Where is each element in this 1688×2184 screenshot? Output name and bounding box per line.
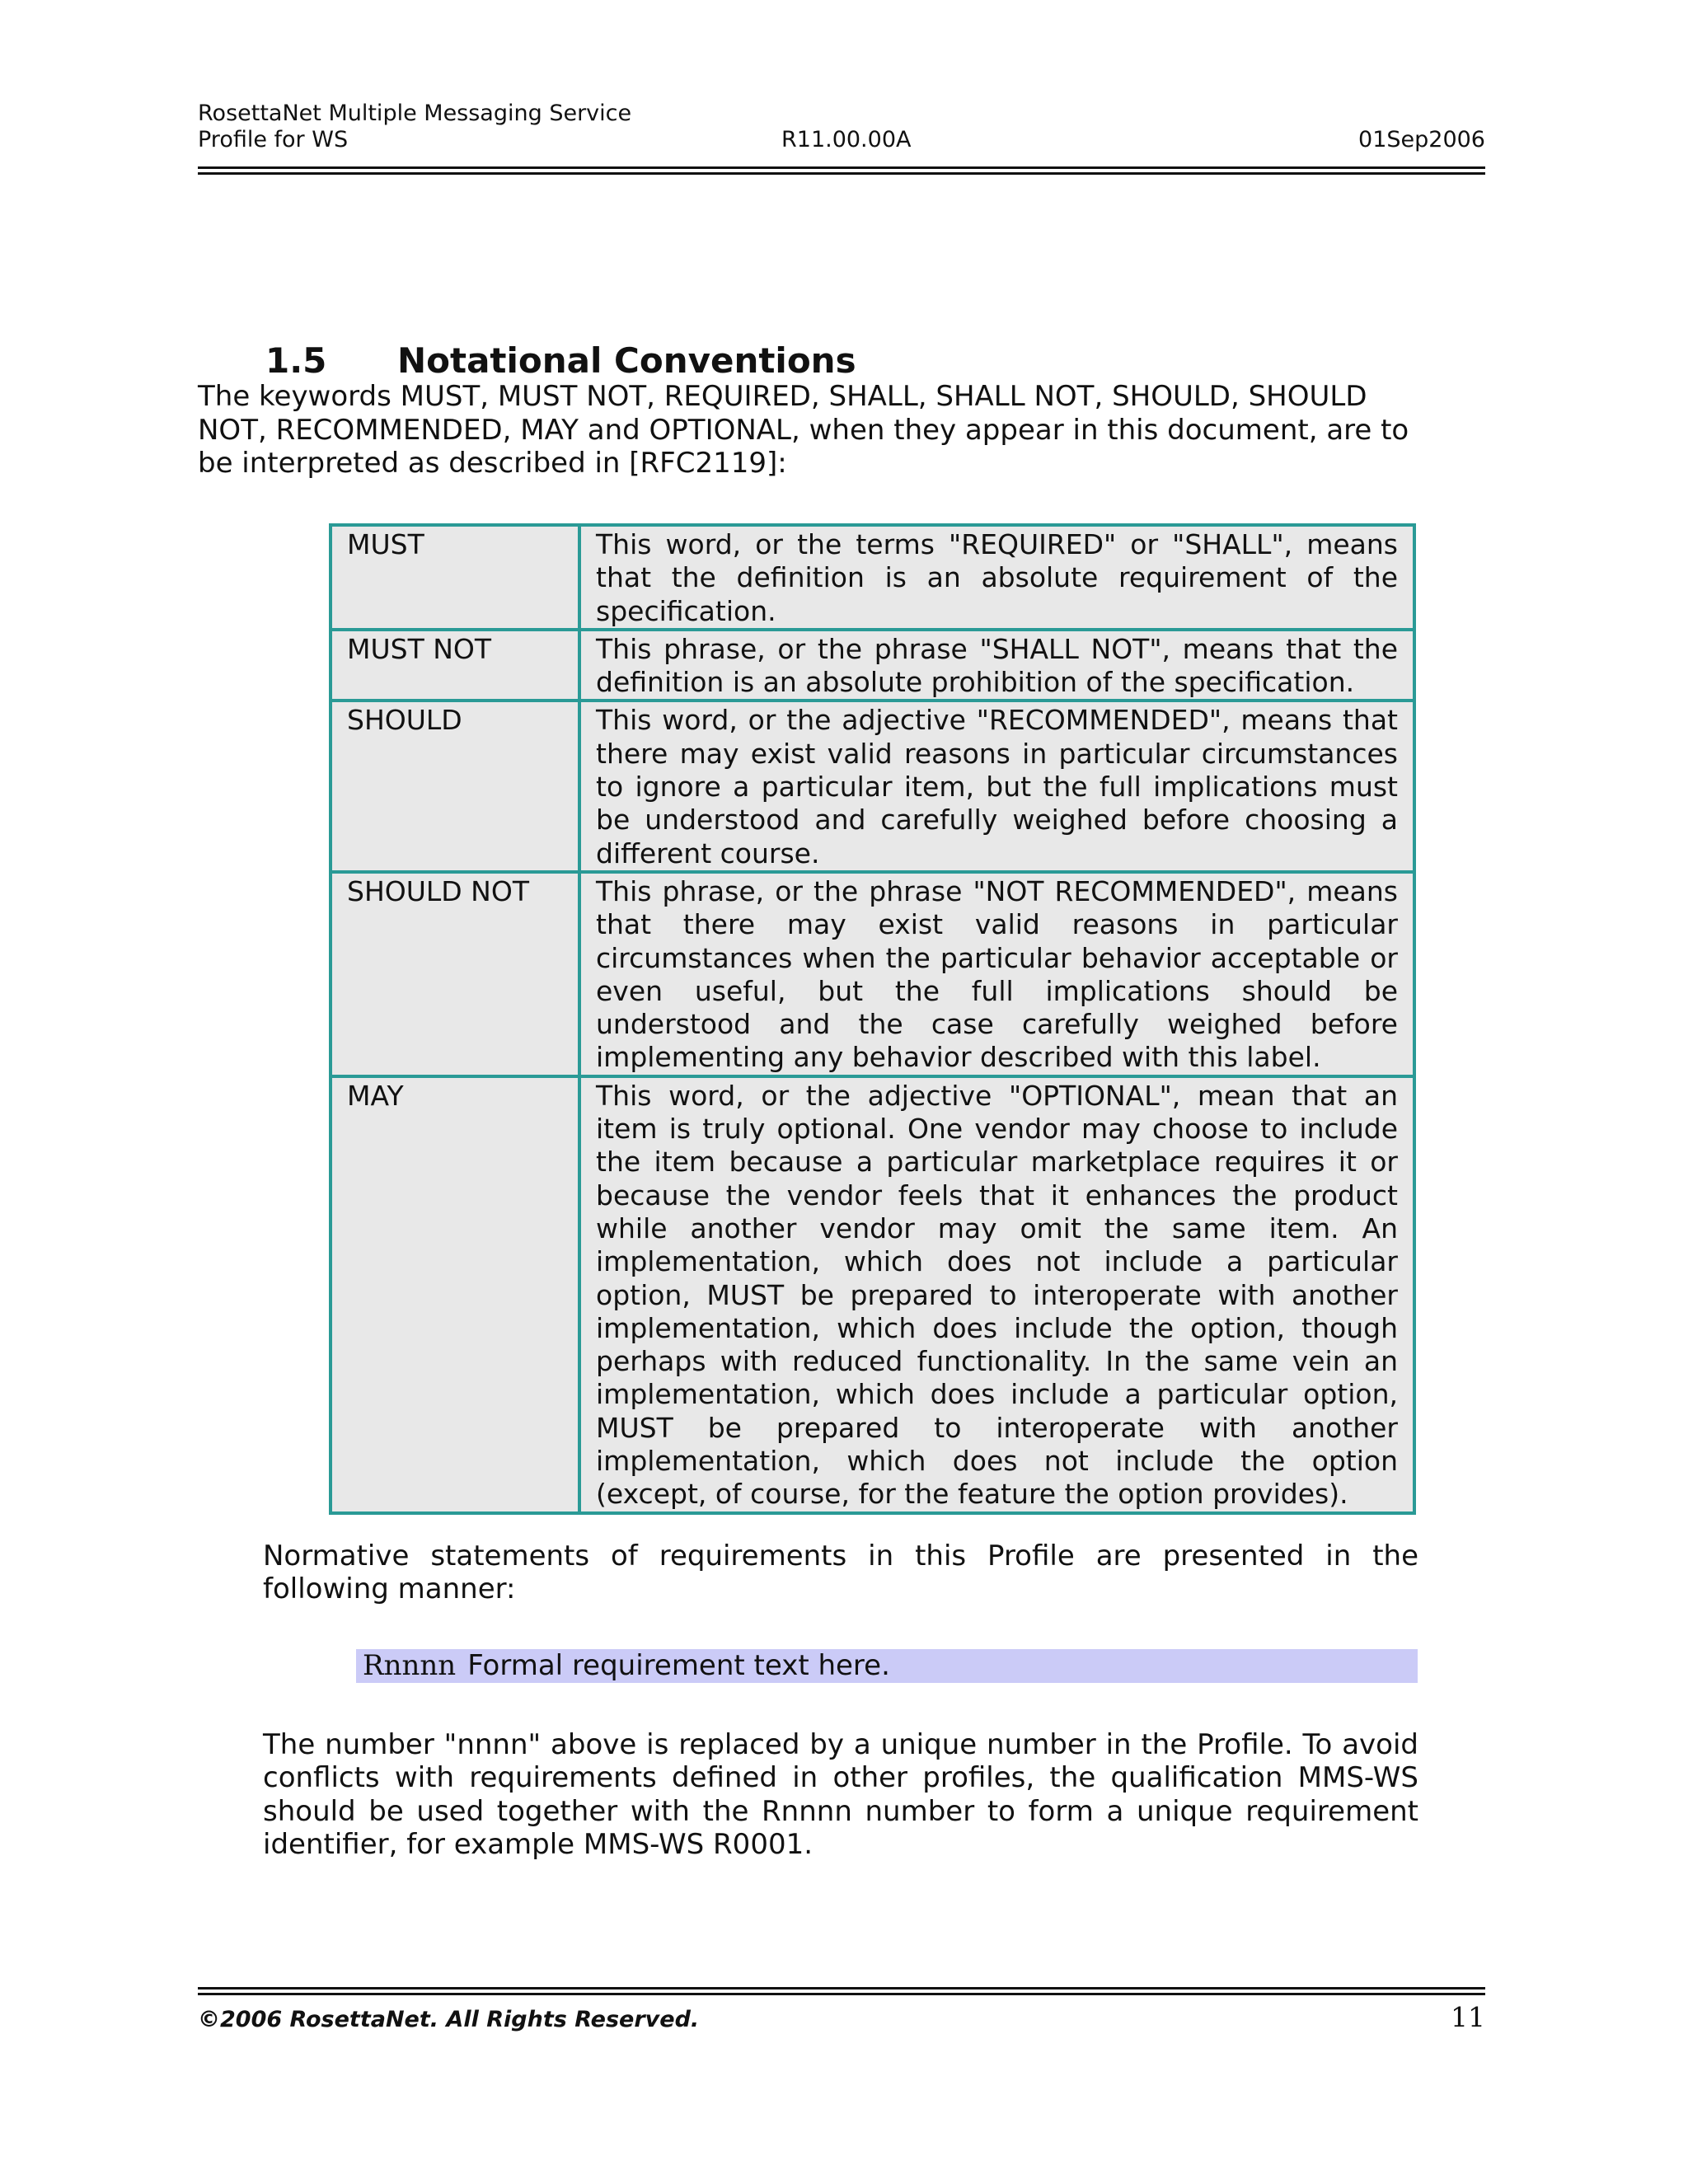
page-number: 11 xyxy=(1451,2001,1485,2033)
footer-copyright: ©2006 RosettaNet. All Rights Reserved. xyxy=(198,2007,700,2032)
header-rule-thick xyxy=(198,166,1485,169)
keywords-table xyxy=(329,523,1416,1515)
table-row xyxy=(331,872,1414,1076)
header-title-line1: RosettaNet Multiple Messaging Service xyxy=(198,101,632,126)
header-rule-thin xyxy=(198,172,1485,175)
section-number: 1.5 xyxy=(265,340,327,381)
table-row xyxy=(331,701,1414,871)
table-row xyxy=(331,1076,1414,1513)
keyword-definition: This word, or the adjective "RECOMMENDED", means that there may exist valid reasons in particular circumstances to ignore a particular item, but the full implications must be understood and carefully weighed before choosing a different course. xyxy=(579,701,1414,871)
footer-rule-thin xyxy=(198,1987,1485,1990)
footer-rule-thick xyxy=(198,1993,1485,1995)
table-row xyxy=(331,630,1414,701)
section-title: Notational Conventions xyxy=(397,340,856,381)
keyword-term: SHOULD xyxy=(331,701,579,871)
keyword-term: MUST NOT xyxy=(331,630,579,701)
keyword-definition: This phrase, or the phrase "SHALL NOT", means that the definition is an absolute prohibition of the specification. xyxy=(579,630,1414,701)
keyword-definition: This word, or the adjective "OPTIONAL", mean that an item is truly optional. One vendor may choose to include the item because a particular marketplace requires it or because the vendor feels that it enhances the product while another vendor may omit the same item. An implementation, which does not include a particular option, MUST be prepared to interoperate with another implementation, which does include the option, though perhaps with reduced functionality. In the same vein an implementation, which does include a particular option, MUST be prepared to interoperate with another implementation, which does not include the option (except, of course, for the feature the option provides). xyxy=(579,1076,1414,1513)
table-row xyxy=(331,525,1414,630)
requirement-id: Rnnnn xyxy=(363,1649,457,1682)
section-intro: The keywords MUST, MUST NOT, REQUIRED, SHALL, SHALL NOT, SHOULD, SHOULD NOT, RECOMMENDED, MAY and OPTIONAL, when they appear in this document, are to be interpreted as described in [RFC2119]: xyxy=(198,380,1409,480)
header-date: 01Sep2006 xyxy=(1358,127,1485,152)
keyword-term: SHOULD NOT xyxy=(331,872,579,1076)
section-heading xyxy=(265,340,856,381)
normative-intro: Normative statements of requirements in this Profile are presented in the following manner: xyxy=(263,1540,1418,1606)
keyword-definition: This word, or the terms "REQUIRED" or "SHALL", means that the definition is an absolute requirement of the specification. xyxy=(579,525,1414,630)
keyword-term: MUST xyxy=(331,525,579,630)
header-title-line2: Profile for WS xyxy=(198,127,349,152)
header-revision: R11.00.00A xyxy=(781,127,912,152)
keyword-term: MAY xyxy=(331,1076,579,1513)
keyword-definition: This phrase, or the phrase "NOT RECOMMENDED", means that there may exist valid reasons in particular circumstances when the particular behavior acceptable or even useful, but the full implications should be understood and the case carefully weighed before implementing any behavior described with this label. xyxy=(579,872,1414,1076)
requirement-text: Formal requirement text here. xyxy=(467,1649,890,1682)
requirement-example xyxy=(356,1649,1418,1683)
numbering-note: The number "nnnn" above is replaced by a unique number in the Profile. To avoid conflicts with requirements defined in other profiles, the qualification MMS-WS should be used together with the Rnnnn number to form a unique requirement identifier, for example MMS-WS R0001. xyxy=(263,1728,1418,1861)
